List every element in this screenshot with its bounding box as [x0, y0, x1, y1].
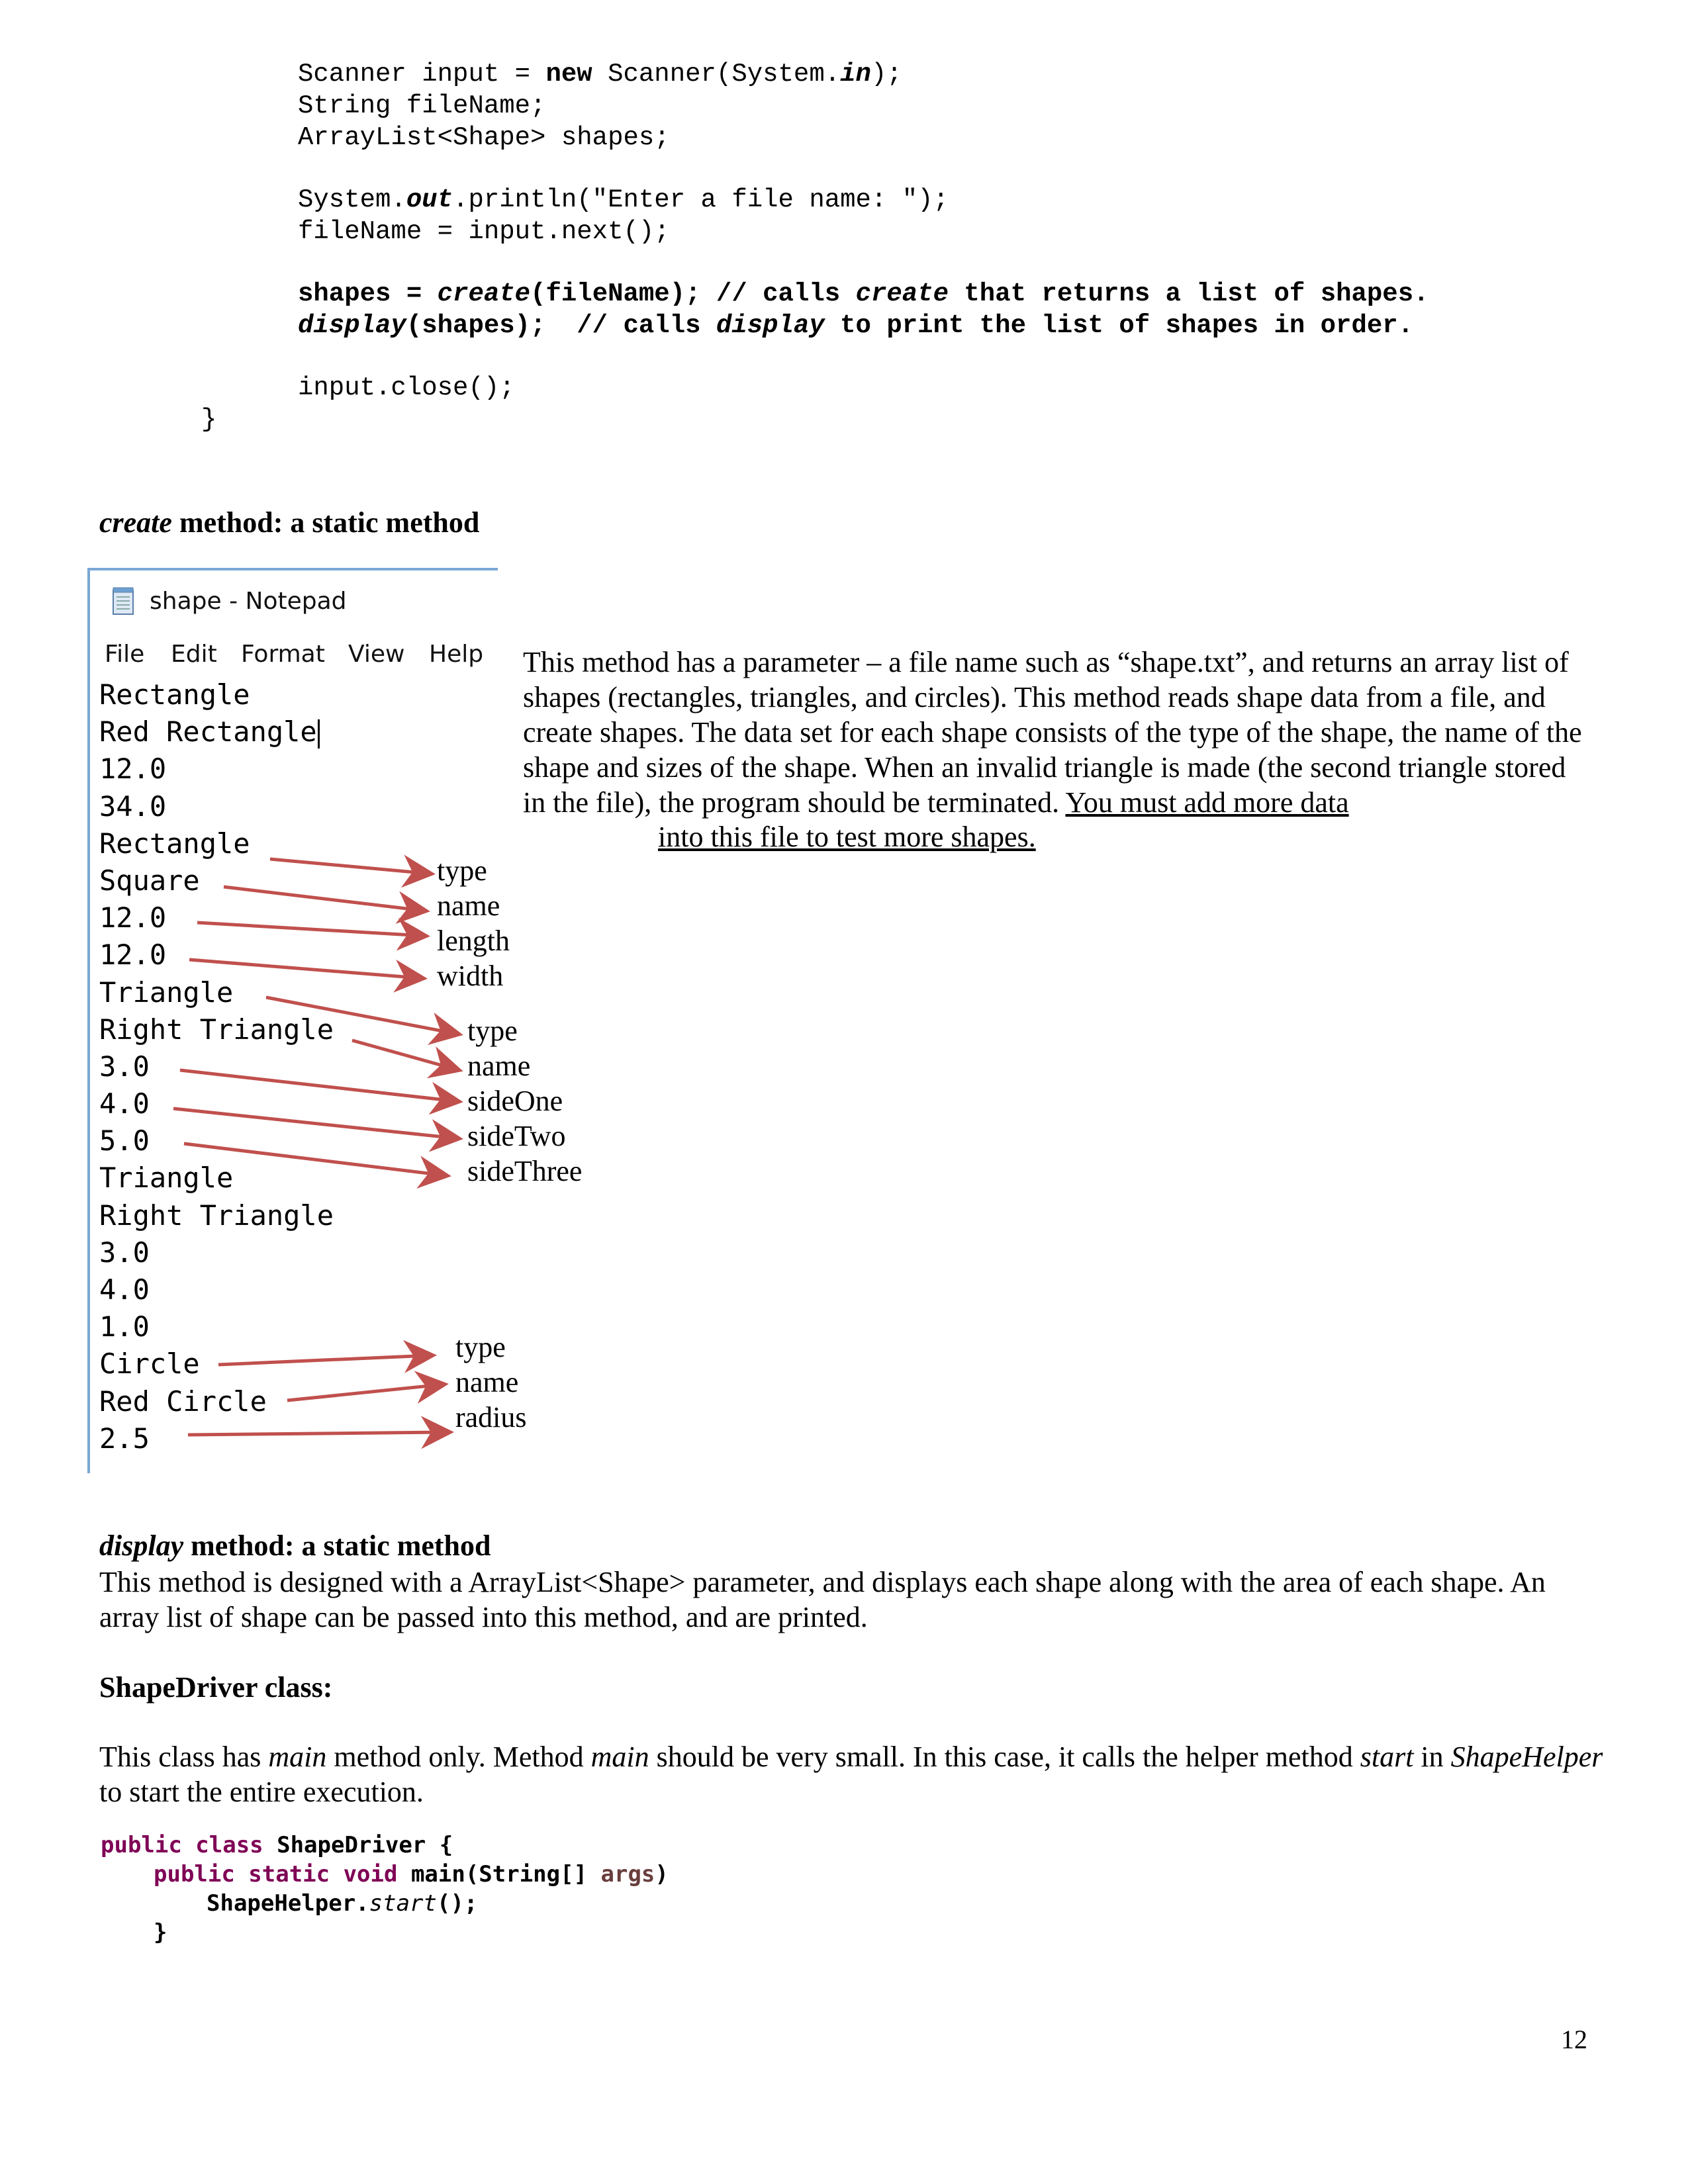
notepad-line: Triangle: [99, 976, 234, 1009]
label-rect-type: type: [437, 854, 487, 887]
code-line-scanner: Scanner input = new Scanner(System.in);: [298, 60, 902, 89]
label-rect-width: width: [437, 960, 504, 992]
notepad-line: 34.0: [99, 790, 167, 823]
code-line-shapes-decl: ArrayList<Shape> shapes;: [298, 123, 670, 152]
notepad-line: Rectangle: [99, 827, 250, 860]
notepad-line: Right Triangle: [99, 1013, 334, 1046]
driver-code-line-2: public static void main(String[] args): [154, 1861, 669, 1888]
label-rect-length: length: [437, 925, 510, 957]
arrow-circle-radius: [188, 1432, 447, 1435]
arrow-rect-width: [189, 960, 421, 978]
arrow-tri-name: [352, 1040, 457, 1069]
notepad-line: 12.0: [99, 901, 167, 934]
notepad-line: Red Rectangle: [99, 713, 334, 751]
label-tri-side-three: sideThree: [467, 1155, 583, 1187]
menu-view[interactable]: View: [348, 641, 405, 668]
display-description: This method is designed with a ArrayList<Shape> parameter, and displays each shape along with the area of each shape. An array list of shape can be passed into this method, and are printed.: [99, 1566, 1546, 1633]
code-line-println: System.out.println("Enter a file name: ");: [298, 185, 949, 214]
notepad-line: 1.0: [99, 1310, 150, 1343]
create-method-heading: create method: a static method: [99, 506, 480, 539]
arrow-circle-type: [218, 1355, 430, 1365]
shape-driver-heading: ShapeDriver class:: [99, 1671, 333, 1704]
code-line-filename-decl: String fileName;: [298, 91, 546, 120]
notepad-line: Circle: [99, 1347, 200, 1381]
arrow-tri-side-two: [173, 1109, 457, 1138]
arrow-rect-length: [197, 923, 424, 936]
label-tri-side-two: sideTwo: [467, 1120, 566, 1152]
code-line-create-call: shapes = create(fileName); // calls create that returns a list of shapes.: [298, 279, 1429, 308]
notepad-line: 2.5: [99, 1422, 150, 1455]
driver-code-line-4: }: [154, 1919, 167, 1946]
label-circle-type: type: [455, 1331, 506, 1363]
code-line-display-call: display(shapes); // calls display to print the list of shapes in order.: [298, 311, 1414, 340]
notepad-line: 5.0: [99, 1124, 150, 1158]
shape-driver-description: This class has main method only. Method main should be very small. In this case, it calls the helper method start in ShapeHelper to start the entire execution.: [99, 1741, 1603, 1808]
label-rect-name: name: [437, 889, 500, 922]
create-description-underlined: into this file to test more shapes.: [658, 821, 1036, 853]
arrow-circle-name: [287, 1385, 442, 1400]
arrow-tri-side-one: [180, 1070, 457, 1101]
create-description: This method has a parameter – a file name such as “shape.txt”, and returns an array list of shapes (rectangles, triangles, and circles). This method reads shape data from a file, and create shapes. The data set for each shape consists of the type of the shape, the name of the shape and sizes of the shape. When an invalid triangle is made (the second triangle stored in the file), the program should be terminated. You must add more data: [523, 646, 1582, 819]
shape-driver-code: [101, 1831, 669, 1947]
notepad-line: Triangle: [99, 1161, 234, 1195]
menu-file[interactable]: File: [105, 641, 145, 668]
arrow-rect-type: [270, 859, 429, 874]
notepad-line: 12.0: [99, 752, 167, 786]
arrow-rect-name: [224, 887, 424, 911]
code-line-input-next: fileName = input.next();: [298, 217, 670, 246]
label-tri-type: type: [467, 1015, 518, 1047]
driver-code-line-3: ShapeHelper.start();: [207, 1890, 478, 1917]
label-tri-name: name: [467, 1050, 531, 1082]
arrow-tri-type: [266, 997, 457, 1034]
label-tri-side-one: sideOne: [467, 1085, 563, 1117]
notepad-line: 4.0: [99, 1087, 150, 1120]
page-number: 12: [1561, 2025, 1587, 2054]
notepad-line: Right Triangle: [99, 1199, 334, 1232]
menu-format[interactable]: Format: [241, 641, 325, 668]
code-closing-brace: }: [201, 405, 217, 434]
notepad-line: Red Circle: [99, 1385, 267, 1418]
notepad-line: 3.0: [99, 1236, 150, 1269]
notepad-line: 4.0: [99, 1273, 150, 1306]
notepad-title: shape - Notepad: [150, 588, 347, 615]
driver-code-line-1: public class ShapeDriver {: [101, 1832, 453, 1858]
menu-help[interactable]: Help: [429, 641, 484, 668]
notepad-line: 3.0: [99, 1050, 150, 1083]
notepad-line: Square: [99, 864, 200, 897]
display-method-heading: display method: a static method: [99, 1529, 491, 1562]
code-line-close: input.close();: [298, 373, 515, 402]
label-circle-radius: radius: [455, 1401, 527, 1433]
label-circle-name: name: [455, 1366, 519, 1398]
notepad-line: 12.0: [99, 938, 167, 972]
notepad-line: Rectangle: [99, 678, 250, 711]
arrow-tri-side-three: [184, 1144, 445, 1175]
menu-edit[interactable]: Edit: [171, 641, 217, 668]
